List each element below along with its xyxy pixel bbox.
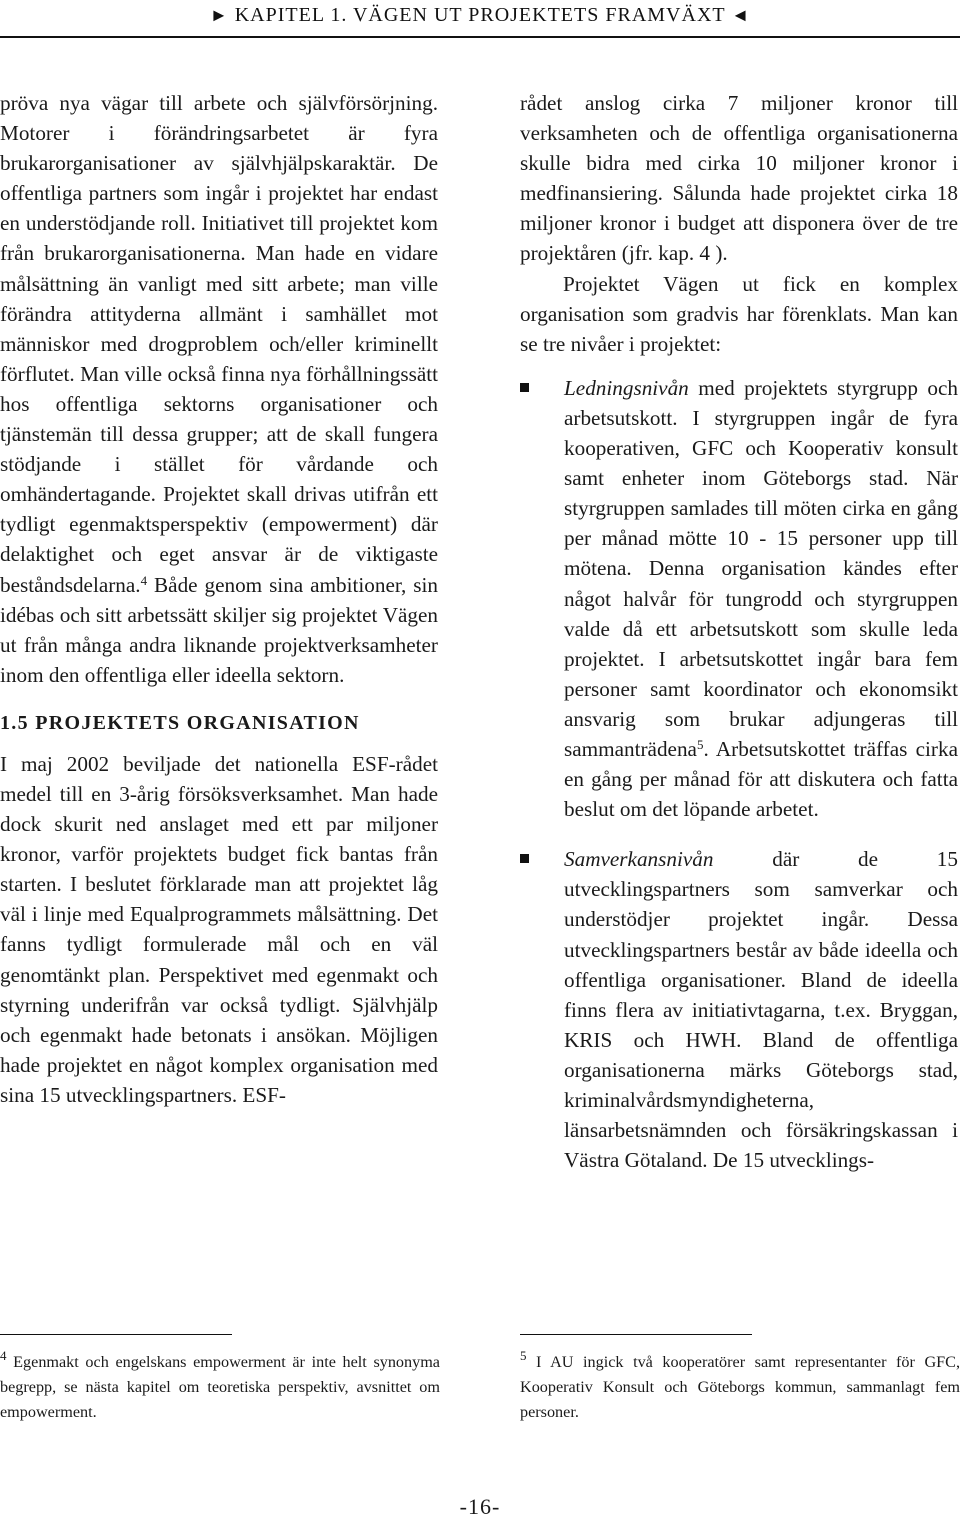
footnote-divider-left — [0, 1334, 232, 1335]
footnote-5 — [520, 1350, 960, 1425]
footnote-number: 5 — [520, 1348, 527, 1363]
level-list — [520, 373, 958, 1175]
list-item — [520, 844, 958, 1175]
left-column — [0, 88, 438, 1110]
triangle-right-icon: ► — [209, 5, 229, 25]
footnote-number: 4 — [0, 1348, 7, 1363]
running-header — [0, 0, 960, 38]
right-paragraph-1: rådet anslog cirka 7 miljoner kronor till verksamheten och de offentliga organisationerna skulle bidra med cirka 10 miljoner kronor i medfinansiering. Sålunda hade projektet cirka 18 miljoner kronor i budget att disponera över de tre projektåren (jfr. kap. 4 ). — [520, 91, 958, 266]
square-bullet-icon — [520, 854, 529, 863]
list-item — [520, 373, 958, 824]
chapter-title: KAPITEL 1. VÄGEN UT PROJEKTETS FRAMVÄXT — [234, 4, 726, 26]
right-paragraph-2: Projektet Vägen ut fick en komplex organisation som gradvis har förenklats. Man kan se tre nivåer i projektet: — [520, 271, 958, 356]
square-bullet-icon — [520, 383, 529, 392]
left-paragraph-1-tail: Både genom sina ambitioner, sin idébas och sitt arbetssätt skiljer sig projektet Vägen ut från många andra liknande projektverksamheter inom den offentliga eller ideella sektorn. — [0, 572, 438, 687]
list-item-text — [564, 844, 958, 1175]
list-item-term: Ledningsnivån — [564, 375, 689, 400]
footnote-ref-5[interactable]: 5 — [696, 736, 704, 752]
left-paragraph-2: I maj 2002 beviljade det nationella ESF-rådet medel till en 3-årig försöksverksamhet. Man hade dock skurit ned anslaget med ett par miljoner kronor, varför projektets budget fick bantas från starten. I beslutet förklarade man att projektet låg väl i linje med Equalprogrammets målsättning. Det fanns tydligt formulerade mål och en väl genomtänkt plan. Perspektivet med egenmakt och styrning underifrån var också tydligt. Självhjälp och egenmakt hade betonats i ansökan. Möjligen hade projektet en något komplex organisation med sina 15 utvecklingspartners. ESF- — [0, 751, 438, 1107]
left-paragraph-1 — [0, 88, 438, 690]
list-item-body: där de 15 utvecklingspartners som samverkar och understödjer projektet ingår. Dessa utvecklingspartners består av både ideella och offentliga organisationer. Bland de ideella finns flera av initiativtagarna, t.ex. Bryggan, KRIS och HWH. Bland de offentliga organisationerna märks Göteborgs stad, kriminalvårdsmyndigheterna, länsarbetsnämnden och försäkringskassan i Västra Götaland. De 15 utvecklings- — [564, 847, 958, 1173]
left-paragraph-1-text: pröva nya vägar till arbete och självförsörjning. Motorer i förändringsarbetet är fyra brukarorganisationer av självhjälpskaraktär. De offentliga partners som ingår i projektet har endast en understödjande roll. Initiativet till projektet kom från brukarorganisationerna. Man hade en vidare målsättning än vanligt med sitt arbete; man ville förändra attityderna allmänt i samhället mot människor med drogproblem och/eller kriminellt förflutet. Man ville också finna nya förhållningssätt hos offentliga sektorns organisationer och tjänstemän till dessa grupper; att de skall fungera stödjande i stället för vårdande och omhändertagande. Projektet skall drivas utifrån ett tydligt egenmaktsperspektiv (empowerment) där delaktighet och eget ansvar är de viktigaste beståndsdelarna. — [0, 91, 438, 597]
section-heading: 1.5 PROJEKTETS ORGANISATION — [0, 711, 360, 734]
footnote-divider-right — [520, 1334, 752, 1335]
footnote-ref-4[interactable]: 4 — [140, 572, 148, 588]
list-item-term: Samverkansnivån — [564, 847, 714, 872]
list-item-text — [564, 373, 958, 824]
triangle-left-icon: ◄ — [731, 5, 751, 25]
footnote-text: Egenmakt och engelskans empowerment är inte helt synonyma begrepp, se nästa kapitel om teoretiska perspektiv, avsnittet om empowerment. — [0, 1353, 440, 1421]
page-number: -16- — [459, 1494, 501, 1519]
footnote-text: I AU ingick två kooperatörer samt representanter för GFC, Kooperativ Konsult och Göteborgs kommun, sammanlagt fem personer. — [520, 1353, 960, 1421]
footnote-4 — [0, 1350, 440, 1425]
list-item-body: med projektets styrgrupp och arbetsutskott. I styrgruppen ingår de fyra kooperativen, GFC och Kooperativ konsult samt enheter inom Göteborgs stad. När styrgruppen samlades till möten cirka en gång per månad mötte 10 - 15 personer upp till mötena. Denna organisation kändes efter något halvår för tungrodd och styrgruppen valde då ett arbetsutskott som skulle leda projektet. I arbetsutskottet ingår bara fem personer samt koordinator och ekonomsikt ansvarig som brukar adjungeras till sammanträdena — [564, 375, 958, 761]
list-item-tail: . Arbetsutskottet träffas cirka en gång per månad för att diskutera och fatta beslut om det löpande arbetet. — [564, 736, 958, 822]
right-column — [520, 88, 958, 1195]
